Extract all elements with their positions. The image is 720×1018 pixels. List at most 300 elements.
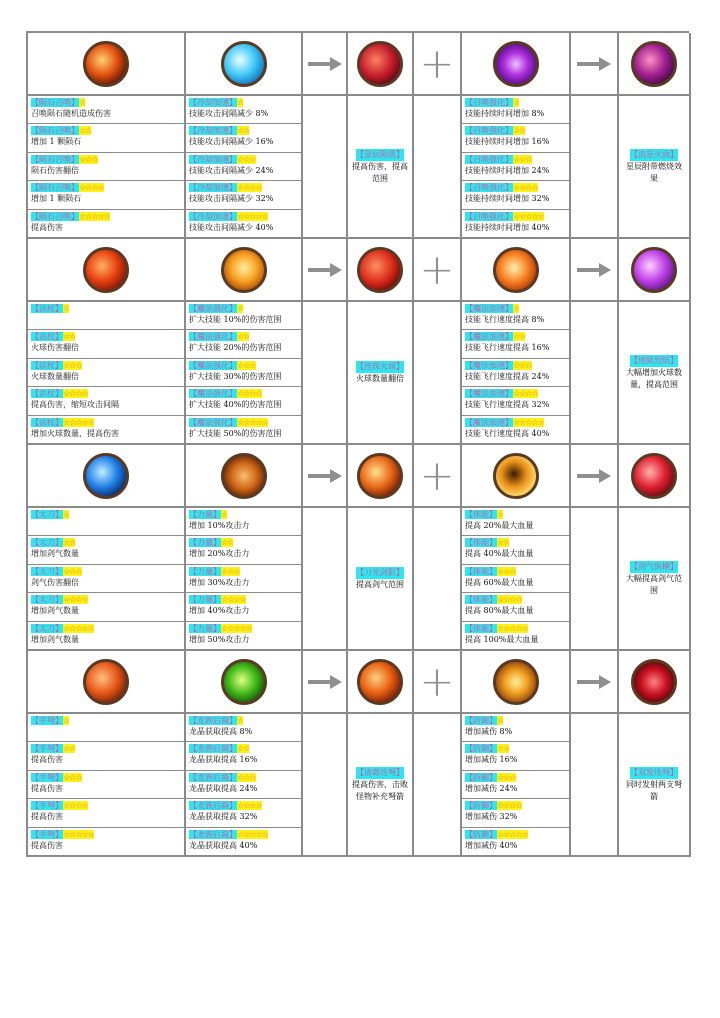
skill-tag: 【冷却加速】 — [189, 126, 237, 136]
skill-tag: 【手弩】 — [31, 744, 63, 754]
skill-tag: 【力量】 — [189, 566, 221, 576]
skill-tag: 【体能】 — [465, 623, 497, 633]
star-rating: ☆☆☆ — [513, 154, 532, 164]
upgrade-level — [186, 742, 301, 770]
icon-cell — [28, 651, 186, 714]
arrow-cell — [571, 445, 619, 508]
plus-icon: + — [419, 450, 455, 500]
upgrade-desc: 提高伤害 — [31, 222, 63, 232]
empty-cell — [414, 96, 462, 239]
upgrade-level — [462, 714, 569, 742]
upgrade-desc: 技能持续时间增加 32% — [465, 194, 550, 204]
skill-tag: 【龙族后裔】 — [189, 744, 237, 754]
star-rating: ☆☆☆☆ — [63, 801, 88, 811]
skill-tag: 【地狱烈焰】 — [630, 355, 678, 365]
upgrade-desc: 剑气伤害翻倍 — [31, 577, 79, 587]
skill-tag: 【冷却加速】 — [189, 154, 237, 164]
upgrade-level — [186, 416, 301, 443]
star-rating: ☆☆☆☆☆ — [237, 829, 268, 839]
icon-cell — [348, 33, 414, 96]
star-rating: ☆ — [221, 510, 228, 519]
upgrade-level — [186, 508, 301, 536]
skill-upgrade-table — [26, 31, 689, 857]
skill-tag: 【魔法强化】 — [189, 389, 237, 399]
skill-tag: 【魔法加速】 — [465, 417, 513, 427]
twin-crossbow-icon — [631, 659, 677, 705]
skill-tag: 【力量】 — [189, 510, 221, 519]
upgrade-desc: 火球伤害翻倍 — [31, 343, 79, 353]
upgrade-level — [462, 387, 569, 415]
skill-tag: 【冷却加速】 — [189, 211, 237, 221]
upgrade-level — [28, 828, 184, 855]
arrow-cell — [571, 33, 619, 96]
skill-tag: 【召唤强化】 — [465, 183, 513, 193]
upgrade-desc: 增加减伤 16% — [465, 755, 518, 765]
skill-tag: 【召唤强化】 — [465, 211, 513, 221]
skill-tag: 【体能】 — [465, 566, 497, 576]
star-rating: ☆☆ — [513, 126, 526, 136]
star-rating: ☆☆☆ — [79, 154, 98, 164]
upgrade-desc: 技能飞行速度提高 24% — [465, 371, 550, 381]
upgrade-level — [28, 742, 184, 770]
upgrade-level — [462, 799, 569, 827]
star-rating: ☆☆☆☆☆ — [497, 829, 528, 839]
upgrade-level — [28, 771, 184, 799]
combo-desc: 火球数量翻倍 — [356, 373, 404, 383]
skill-tag: 【魔法加速】 — [465, 332, 513, 342]
skill-tag: 【冷却加速】 — [189, 98, 237, 107]
star-rating: ☆ — [63, 716, 70, 725]
upgrade-desc: 龙晶获取提高 32% — [189, 812, 258, 822]
upgrade-desc: 增加 10%攻击力 — [189, 521, 250, 530]
upgrade-level — [462, 416, 569, 443]
icon-cell — [348, 445, 414, 508]
arrow-volley-icon — [357, 659, 403, 705]
upgrade-desc: 增加剑气数量 — [31, 549, 79, 559]
upgrade-desc: 技能攻击间隔减少 24% — [189, 165, 274, 175]
arrow-right-icon — [577, 57, 611, 71]
star-rating: ☆☆☆ — [513, 360, 532, 370]
blade-storm-icon — [357, 453, 403, 499]
skill-tag: 【魔法加速】 — [465, 389, 513, 399]
fire-swirl-icon — [493, 247, 539, 293]
star-rating: ☆ — [237, 716, 244, 725]
upgrade-level — [28, 387, 184, 415]
upgrade-desc: 技能攻击间隔减少 8% — [189, 109, 269, 118]
upgrade-level — [28, 153, 184, 181]
upgrade-desc: 提高伤害 — [31, 840, 63, 850]
star-rating: ☆☆ — [63, 332, 76, 342]
upgrade-desc: 增加 40%攻击力 — [189, 606, 250, 616]
star-rating: ☆☆ — [221, 538, 234, 548]
star-rating: ☆☆☆ — [497, 566, 516, 576]
star-rating: ☆ — [63, 304, 70, 313]
plus-cell — [414, 445, 462, 508]
skill-block — [26, 239, 689, 445]
upgrade-desc: 龙晶获取提高 24% — [189, 783, 258, 793]
upgrade-desc: 提高伤害 — [31, 755, 63, 765]
skill-tag: 【太刀】 — [31, 510, 63, 519]
arrow-cell — [303, 239, 348, 302]
upgrade-desc: 增加减伤 24% — [465, 783, 518, 793]
plus-cell — [414, 239, 462, 302]
icon-cell — [28, 239, 186, 302]
star-rating: ☆☆☆☆ — [79, 183, 104, 193]
upgrade-level — [462, 302, 569, 330]
arrow-right-icon — [577, 469, 611, 483]
upgrade-level — [28, 799, 184, 827]
upgrade-level — [186, 622, 301, 649]
upgrade-level — [28, 359, 184, 387]
arrow-cell — [303, 33, 348, 96]
icon-cell — [348, 239, 414, 302]
skill-tag: 【魔法强化】 — [189, 332, 237, 342]
star-rating: ☆ — [513, 98, 520, 107]
star-rating: ☆☆ — [237, 744, 250, 754]
star-rating: ☆☆ — [513, 332, 526, 342]
star-rating: ☆☆☆☆ — [63, 595, 88, 605]
upgrade-list — [28, 714, 186, 857]
upgrade-level — [28, 124, 184, 152]
star-rating: ☆☆☆ — [237, 772, 256, 782]
star-rating: ☆☆ — [63, 538, 76, 548]
star-rating: ☆ — [497, 510, 504, 519]
skill-tag: 【法杖】 — [31, 360, 63, 370]
skill-tag: 【手弩】 — [31, 772, 63, 782]
icon-cell — [186, 239, 303, 302]
upgrade-level — [462, 181, 569, 209]
upgrade-level — [462, 96, 569, 124]
upgrade-level — [186, 181, 301, 209]
purple-vortex-icon — [493, 41, 539, 87]
star-rating: ☆☆ — [79, 126, 92, 136]
upgrade-desc: 提高 80%最大血量 — [465, 606, 534, 616]
upgrade-desc: 增加 1 颗陨石 — [31, 137, 82, 147]
upgrade-level — [28, 96, 184, 124]
upgrade-list — [462, 96, 571, 239]
skill-tag: 【魔法强化】 — [189, 417, 237, 427]
upgrade-list — [28, 96, 186, 239]
skill-tag: 【法杖】 — [31, 304, 63, 313]
upgrade-level — [28, 416, 184, 443]
star-rating: ☆☆☆☆ — [63, 389, 88, 399]
skill-tag: 【法杖】 — [31, 417, 63, 427]
final-evolution — [619, 508, 691, 651]
upgrade-level — [186, 565, 301, 593]
shield-defense-icon — [493, 659, 539, 705]
skill-tag: 【召唤强化】 — [465, 154, 513, 164]
upgrade-level — [186, 210, 301, 237]
empty-cell — [571, 714, 619, 857]
upgrade-level — [462, 536, 569, 564]
skill-tag: 【防御】 — [465, 744, 497, 754]
fire-staff-icon — [83, 247, 129, 293]
upgrade-level — [186, 828, 301, 855]
star-rating: ☆☆☆ — [237, 154, 256, 164]
star-rating: ☆☆☆☆☆ — [237, 211, 268, 221]
star-rating: ☆☆☆☆☆ — [63, 623, 94, 633]
empty-cell — [303, 508, 348, 651]
upgrade-desc: 扩大技能 30%的伤害范围 — [189, 371, 282, 381]
upgrade-desc: 提高伤害，缩短攻击间隔 — [31, 400, 119, 410]
star-rating: ☆☆☆☆ — [497, 595, 522, 605]
upgrade-level — [28, 565, 184, 593]
upgrade-desc: 龙晶获取提高 16% — [189, 755, 258, 765]
upgrade-list — [186, 508, 303, 651]
star-rating: ☆☆ — [497, 538, 510, 548]
skill-tag: 【手弩】 — [31, 829, 63, 839]
final-evolution — [619, 96, 691, 239]
star-rating: ☆☆☆☆☆ — [63, 417, 94, 427]
upgrade-desc: 提高 20%最大血量 — [465, 521, 534, 530]
skill-tag: 【太刀】 — [31, 595, 63, 605]
upgrade-desc: 增加减伤 32% — [465, 812, 518, 822]
skill-tag: 【召唤强化】 — [465, 126, 513, 136]
upgrade-level — [28, 714, 184, 742]
upgrade-desc: 增加 1 颗陨石 — [31, 194, 82, 204]
skill-tag: 【陨石召唤】 — [31, 126, 79, 136]
upgrade-level — [28, 622, 184, 649]
arrow-cell — [571, 651, 619, 714]
combo-desc: 大幅增加火球数量，提高范围 — [626, 367, 682, 389]
upgrade-level — [28, 536, 184, 564]
star-rating: ☆☆☆☆ — [513, 389, 538, 399]
upgrade-level — [28, 508, 184, 536]
upgrade-level — [186, 330, 301, 358]
skill-tag: 【双发连弩】 — [630, 767, 678, 777]
upgrade-list — [186, 714, 303, 857]
icon-cell — [462, 651, 571, 714]
empty-cell — [571, 302, 619, 445]
skill-tag: 【防御】 — [465, 829, 497, 839]
frost-orb-icon — [221, 41, 267, 87]
upgrade-list — [462, 508, 571, 651]
icon-cell — [28, 445, 186, 508]
upgrade-desc: 增加 20%攻击力 — [189, 549, 250, 559]
star-rating: ☆☆☆ — [237, 360, 256, 370]
star-rating: ☆ — [79, 98, 86, 107]
upgrade-level — [186, 714, 301, 742]
upgrade-level — [186, 593, 301, 621]
dragon-crystal-icon — [221, 659, 267, 705]
stamina-dash-icon — [493, 453, 539, 499]
upgrade-desc: 技能攻击间隔减少 16% — [189, 137, 274, 147]
upgrade-level — [462, 153, 569, 181]
upgrade-desc: 增加剑气数量 — [31, 634, 79, 644]
star-rating: ☆☆ — [237, 332, 250, 342]
upgrade-desc: 增加剑气数量 — [31, 606, 79, 616]
skill-tag: 【召唤强化】 — [465, 98, 513, 107]
star-rating: ☆☆☆☆☆ — [513, 417, 544, 427]
upgrade-desc: 技能持续时间增加 24% — [465, 165, 550, 175]
meteor-skill-icon — [83, 41, 129, 87]
upgrade-desc: 提高 60%最大血量 — [465, 577, 534, 587]
purple-flame-icon — [631, 41, 677, 87]
skill-block — [26, 31, 689, 239]
skill-tag: 【流星火雨】 — [630, 149, 678, 159]
star-rating: ☆☆☆ — [221, 566, 240, 576]
upgrade-level — [186, 771, 301, 799]
plus-icon: + — [419, 656, 455, 706]
upgrade-desc: 技能飞行速度提高 40% — [465, 428, 550, 438]
upgrade-desc: 技能飞行速度提高 8% — [465, 315, 545, 324]
upgrade-desc: 增加 30%攻击力 — [189, 577, 250, 587]
upgrade-level — [462, 124, 569, 152]
arrow-right-icon — [308, 57, 342, 71]
star-rating: ☆ — [497, 716, 504, 725]
icon-cell — [462, 33, 571, 96]
empty-cell — [303, 302, 348, 445]
star-rating: ☆ — [237, 304, 244, 313]
arrow-cell — [303, 445, 348, 508]
skill-tag: 【魔法强化】 — [189, 304, 237, 313]
upgrade-list — [462, 714, 571, 857]
icon-cell — [462, 239, 571, 302]
star-rating: ☆ — [63, 510, 70, 519]
upgrade-desc: 技能飞行速度提高 32% — [465, 400, 550, 410]
upgrade-level — [462, 742, 569, 770]
upgrade-level — [462, 828, 569, 855]
upgrade-desc: 火球数量翻倍 — [31, 371, 79, 381]
sword-qi-icon — [83, 453, 129, 499]
skill-tag: 【太刀】 — [31, 623, 63, 633]
star-rating: ☆☆☆☆ — [237, 801, 262, 811]
skill-tag: 【法杖】 — [31, 389, 63, 399]
upgrade-level — [28, 210, 184, 237]
magic-burst-icon — [221, 247, 267, 293]
upgrade-level — [28, 593, 184, 621]
skill-tag: 【剑气纵横】 — [630, 561, 678, 571]
empty-cell — [303, 96, 348, 239]
skill-block — [26, 445, 689, 651]
upgrade-desc: 提高 100%最大血量 — [465, 634, 539, 644]
combo-desc: 提高伤害，提高范围 — [352, 161, 408, 183]
skill-tag: 【手弩】 — [31, 801, 63, 811]
skill-block — [26, 651, 689, 857]
upgrade-level — [186, 302, 301, 330]
combo-result — [348, 302, 414, 445]
skill-tag: 【陨石召唤】 — [31, 211, 79, 221]
skill-tag: 【太刀】 — [31, 566, 63, 576]
empty-cell — [571, 96, 619, 239]
star-rating: ☆☆ — [237, 126, 250, 136]
icon-cell — [619, 33, 691, 96]
upgrade-desc: 增加减伤 40% — [465, 840, 518, 850]
star-rating: ☆☆☆☆☆ — [221, 623, 252, 633]
upgrade-list — [28, 508, 186, 651]
upgrade-list — [462, 302, 571, 445]
skill-tag: 【法杖】 — [31, 332, 63, 342]
skill-tag: 【力量】 — [189, 538, 221, 548]
plus-icon: + — [419, 244, 455, 294]
upgrade-desc: 增加 50%攻击力 — [189, 634, 250, 644]
icon-cell — [462, 445, 571, 508]
upgrade-level — [462, 210, 569, 237]
icon-cell — [619, 651, 691, 714]
star-rating: ☆☆☆☆ — [237, 389, 262, 399]
skill-tag: 【魔法强化】 — [189, 360, 237, 370]
star-rating: ☆ — [513, 304, 520, 313]
upgrade-level — [462, 330, 569, 358]
upgrade-list — [186, 96, 303, 239]
star-rating: ☆☆☆☆☆ — [497, 623, 528, 633]
upgrade-desc: 扩大技能 20%的伤害范围 — [189, 343, 282, 353]
icon-cell — [348, 651, 414, 714]
upgrade-level — [186, 387, 301, 415]
upgrade-level — [462, 359, 569, 387]
skill-tag: 【陨石召唤】 — [31, 154, 79, 164]
skill-tag: 【太刀】 — [31, 538, 63, 548]
skill-tag: 【诸葛连弩】 — [356, 767, 404, 777]
star-rating: ☆☆☆☆ — [221, 595, 246, 605]
final-evolution — [619, 302, 691, 445]
purple-fireball-icon — [631, 247, 677, 293]
combo-desc: 大幅提高剑气范围 — [626, 573, 682, 595]
upgrade-level — [186, 536, 301, 564]
plus-cell — [414, 33, 462, 96]
star-rating: ☆ — [237, 98, 244, 107]
upgrade-level — [462, 593, 569, 621]
upgrade-desc: 技能持续时间增加 16% — [465, 137, 550, 147]
upgrade-desc: 增加火球数量，提高伤害 — [31, 428, 119, 438]
icon-cell — [186, 445, 303, 508]
skill-tag: 【力量】 — [189, 623, 221, 633]
star-rating: ☆☆☆☆☆ — [79, 211, 110, 221]
meteor-upgrade-icon — [357, 41, 403, 87]
skill-tag: 【体能】 — [465, 538, 497, 548]
skill-tag: 【魔法加速】 — [465, 304, 513, 313]
empty-cell — [414, 508, 462, 651]
upgrade-desc: 提高伤害 — [31, 783, 63, 793]
icon-cell — [619, 445, 691, 508]
fist-power-icon — [221, 453, 267, 499]
upgrade-desc: 技能攻击间隔减少 40% — [189, 222, 274, 232]
skill-tag: 【力量】 — [189, 595, 221, 605]
skill-tag: 【防御】 — [465, 772, 497, 782]
empty-cell — [414, 302, 462, 445]
skill-tag: 【连珠火球】 — [356, 361, 404, 371]
upgrade-level — [28, 330, 184, 358]
upgrade-desc: 召唤陨石随机造成伤害 — [31, 109, 111, 118]
combo-desc: 提高剑气范围 — [356, 579, 404, 589]
skill-tag: 【防御】 — [465, 801, 497, 811]
icon-cell — [186, 651, 303, 714]
fireball-upgrade-icon — [357, 247, 403, 293]
skill-tag: 【龙族后裔】 — [189, 772, 237, 782]
star-rating: ☆☆☆☆☆ — [513, 211, 544, 221]
upgrade-level — [186, 153, 301, 181]
plus-cell — [414, 651, 462, 714]
combo-result — [348, 508, 414, 651]
skill-tag: 【体能】 — [465, 595, 497, 605]
upgrade-desc: 技能持续时间增加 40% — [465, 222, 550, 232]
skill-tag: 【冷却加速】 — [189, 183, 237, 193]
arrow-right-icon — [308, 469, 342, 483]
arrow-cell — [303, 651, 348, 714]
arrow-right-icon — [577, 675, 611, 689]
skill-tag: 【星辰陨落】 — [356, 149, 404, 159]
star-rating: ☆☆☆ — [63, 772, 82, 782]
arrow-right-icon — [308, 263, 342, 277]
star-rating: ☆☆ — [497, 744, 510, 754]
upgrade-level — [462, 565, 569, 593]
upgrade-level — [28, 181, 184, 209]
upgrade-list — [28, 302, 186, 445]
icon-cell — [619, 239, 691, 302]
star-rating: ☆☆☆ — [63, 360, 82, 370]
skill-tag: 【防御】 — [465, 716, 497, 725]
upgrade-desc: 提高伤害 — [31, 812, 63, 822]
